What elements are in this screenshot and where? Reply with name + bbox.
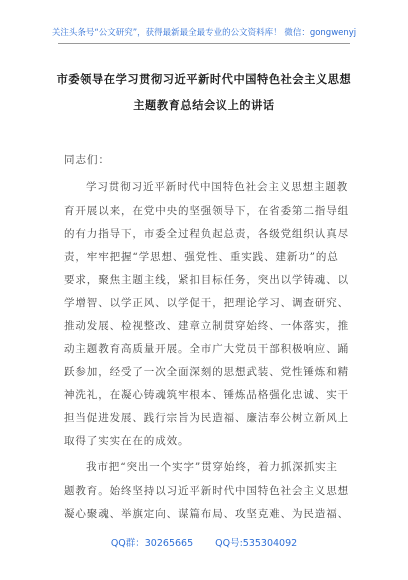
header-banner: 关注头条号“公文研究”，获得最新最全最专业的公文资料库！ 微信：gongwenyj [51,28,357,38]
paragraph-1-line-4: 责，牢牢把握“学思想、强党性、重实践、建新功”的总 [64,251,339,263]
paragraph-1-line-8: 动主题教育高质量开展。全市广大党员干部积极响应、踊 [64,343,349,355]
paragraph-1-line-9: 跃参加，经受了一次全面深刻的思想武装、党性锤炼和精 [64,366,349,378]
paragraph-1-line-7: 推动发展、检视整改、建章立制贯穿始终、一体落实，推 [64,320,349,332]
paragraph-2-line-1: 我市把“突出一个实字”贯穿始终，着力抓深抓实主 [86,461,338,473]
paragraph-1-line-3: 的有力指导下，市委全过程负起总责，各级党组织认真尽 [64,228,349,240]
paragraph-1-line-12: 取得了实实在在的成效。 [64,435,190,447]
paragraph-1-line-11: 担当促进发展、践行宗旨为民造福、廉洁奉公树立新风上 [64,412,349,424]
paragraph-2-line-2: 题教育。始终坚持以习近平新时代中国特色社会主义思想 [64,485,349,497]
footer-qq-group: QQ群：30265665 [110,538,194,549]
footer-contact [0,535,408,549]
paragraph-1-line-1: 学习贯彻习近平新时代中国特色社会主义思想主题教 [86,181,349,193]
salutation: 同志们： [64,154,110,166]
footer-qq-number: QQ号:535304092 [215,538,298,549]
paragraph-1-line-5: 要求，聚焦主题主线，紧扣目标任务，突出以学铸魂、以 [64,274,349,286]
header-divider [58,43,350,44]
paragraph-1-line-10: 神洗礼，在凝心铸魂筑牢根本、锤炼品格强化忠诚、实干 [64,389,349,401]
paragraph-1-line-2: 育开展以来，在党中央的坚强领导下，在省委第二指导组 [64,205,349,217]
paragraph-1-line-6: 学增智、以学正风、以学促干，把理论学习、调查研究、 [64,297,349,309]
document-title-line-2: 主题教育总结会议上的讲话 [133,98,275,112]
document-title-line-1: 市委领导在学习贯彻习近平新时代中国特色社会主义思想 [56,72,352,86]
paragraph-2-line-3: 凝心聚魂、举旗定向、谋篇布局、攻坚克难、为民造福、 [64,508,349,520]
